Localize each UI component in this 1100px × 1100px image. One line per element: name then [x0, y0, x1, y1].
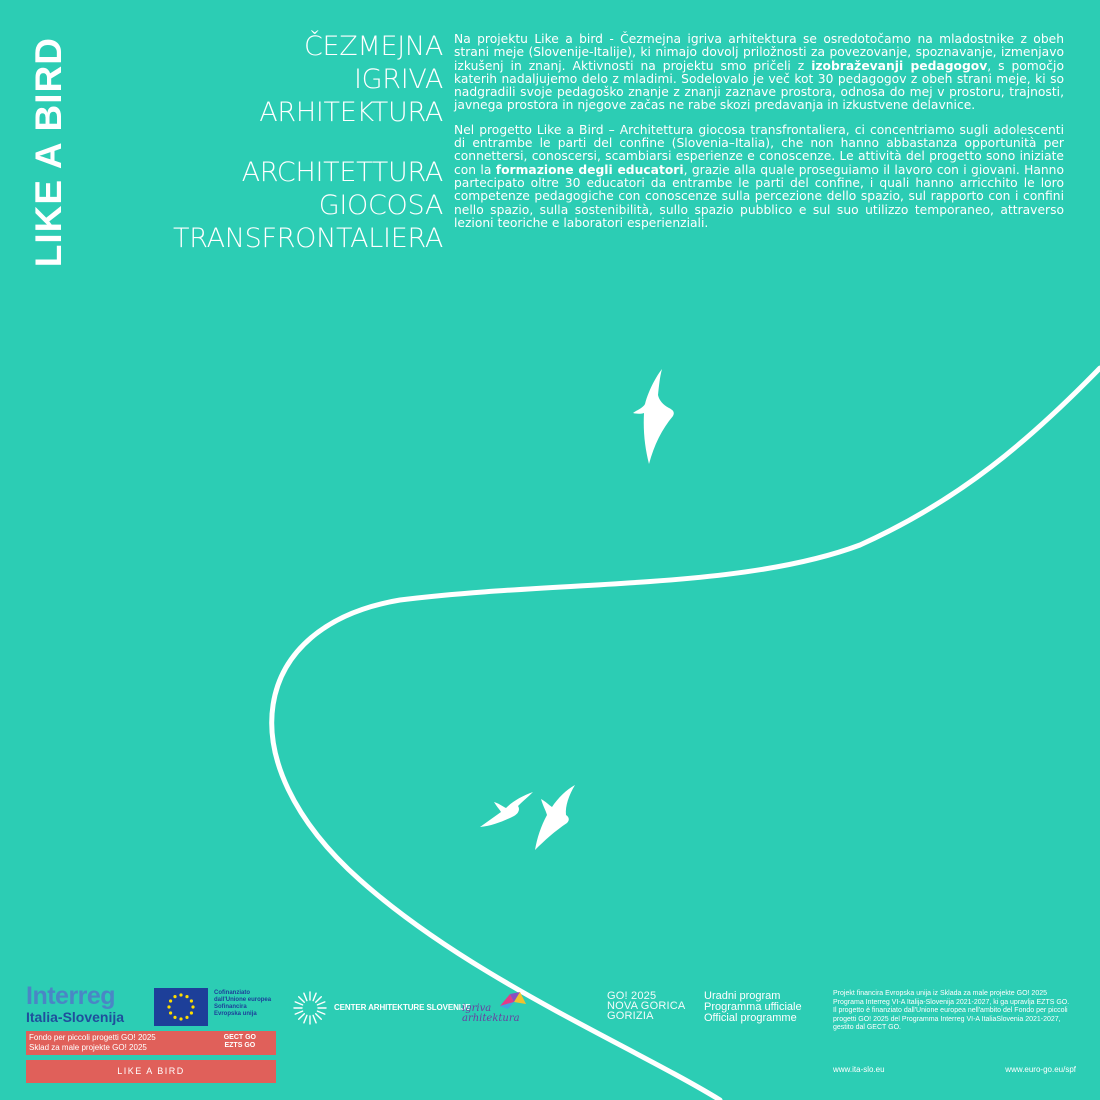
side-title-text: LIKE A BIRD [28, 37, 69, 268]
paragraph-it-part-2: , grazie alla quale proseguiamo il lavoro con i giovani. Hanno partecipato oltre 30 educatori da entrambe le parti del confine, i quali hanno arricchito le loro competenze pedagogiche con conoscenze sulla percezione dello spazio, sul rapporto con i confini nello spazio, sulla sostenibilità, sullo spazio pubblico e sul suo utilizzo temporaneo, attraverso lezioni teoriche e laboratori esperienziali. [454, 162, 1064, 230]
legal-notice [833, 990, 1078, 1033]
ita-slo-link[interactable]: www.ita-slo.eu [833, 1065, 885, 1074]
paragraph-slovenian [454, 33, 1064, 113]
bird-small-right-icon [535, 785, 575, 850]
body-text [454, 33, 1064, 230]
eu-cofunding-text [214, 990, 294, 1018]
heading-italian [130, 156, 443, 255]
heading-it-line-3: TRANSFRONTALIERA [173, 223, 443, 254]
euro-go-link[interactable]: www.euro-go.eu/spf [1005, 1065, 1076, 1074]
paragraph-it-part-1: Nel progetto Like a Bird – Architettura giocosa transfrontaliera, ci concentriamo sugli adolescenti di entrambe le parti del confine (Slovenia–Italia), che non hanno abbastanza opportunità per connettersi, conoscersi, scambiarsi esperienze e conoscenze. Le attività del progetto sono iniziate con la [454, 122, 1064, 177]
eu-line-2: dall'Unione europea [214, 997, 272, 1003]
eu-line-1: Cofinanziato [214, 990, 250, 996]
headings-block [130, 30, 443, 255]
heading-sl-line-1: ČEZMEJNA [304, 31, 443, 62]
paragraph-sl-part-2: , s pomočjo katerih nadaljujemo delo z mladimi. Sodelovalo je več kot 30 pedagogov z obeh strani meje, ki so nadgradili svoje pedagoško znanje z znanji zaznave prostora, odnosa do mej v prostoru, trajnosti, javnega prostora in njegove začas ne rabe skozi predavanja in izkustvene delavnice. [454, 58, 1064, 113]
go-line-1: GO! 2025 [607, 990, 657, 1002]
paragraph-italian [454, 124, 1064, 230]
bird-small-left-icon [480, 792, 533, 827]
official-programme-label [704, 991, 802, 1024]
gect-line-2: EZTS GO [224, 1042, 256, 1049]
ia-line-2: arhitektura [462, 1013, 520, 1024]
legal-notice-it: Il progetto è finanziato dall'Unione europea nell'ambito del Fondo per piccoli progetti GO! 2025 del Programma Interreg VI-A ItaliaSlovenia 2021-2027, gestito dal GECT GO. [833, 1007, 1068, 1032]
cas-sunburst-icon [292, 990, 328, 1026]
gect-line-1: GECT GO [223, 1034, 256, 1041]
interreg-region: Italia-Slovenija [26, 1009, 125, 1025]
paragraph-sl-part-1: Na projektu Like a bird - Čezmejna igriva arhitektura se osredotočamo na mladostnike z obeh strani meje (Slovenije-Italije), ki nimajo dovolj priložnosti za povezovanje, spoznavanje, izmenjavo izkušenj in znanj. Aktivnosti na projektu smo pričeli z [454, 32, 1064, 73]
heading-sl-line-3: ARHITEKTURA [259, 97, 443, 128]
go-line-3: GORIZIA [607, 1010, 654, 1022]
go-line-2: NOVA GORICA [607, 1000, 686, 1012]
heading-slovenian [130, 30, 443, 129]
interreg-brand: Interreg [26, 982, 116, 1010]
project-label-banner: LIKE A BIRD [26, 1060, 276, 1083]
ia-line-1: igriva [462, 1003, 492, 1014]
program-line-1: Uradni program [704, 990, 781, 1002]
cas-label: CENTER ARHITEKTURE SLOVENIJE [334, 1003, 471, 1012]
eu-line-4: Evropska unija [214, 1011, 257, 1017]
program-line-3: Official programme [704, 1012, 797, 1024]
paragraph-sl-highlight: izobraževanji pedagogov [811, 58, 988, 73]
small-projects-fund-banner [26, 1031, 276, 1055]
heading-it-line-2: GIOCOSA [318, 190, 443, 221]
fund-line-2: Sklad za male projekte GO! 2025 [29, 1043, 147, 1052]
paragraph-it-highlight: formazione degli educatori [495, 162, 684, 177]
fund-line-1: Fondo per piccoli progetti GO! 2025 [29, 1033, 156, 1042]
heading-it-line-1: ARCHITETTURA [241, 157, 443, 188]
side-title [28, 37, 69, 268]
eu-flag-icon [154, 988, 208, 1026]
legal-notice-sl: Projekt financira Evropska unija iz Sklada za male projekte GO! 2025 Programa Interreg VI-A Italija-Slovenija 2021-2027, ki ga upravlja EZTS GO. [833, 990, 1070, 1006]
igriva-arhitektura-logo-text [462, 1004, 520, 1024]
heading-sl-line-2: IGRIVA [353, 64, 443, 95]
gect-logo [224, 1034, 256, 1050]
program-line-2: Programma ufficiale [704, 1001, 802, 1013]
eu-line-3: Sofinancira [214, 1004, 247, 1010]
bird-large-icon [633, 369, 674, 464]
go2025-logo [607, 991, 685, 1021]
